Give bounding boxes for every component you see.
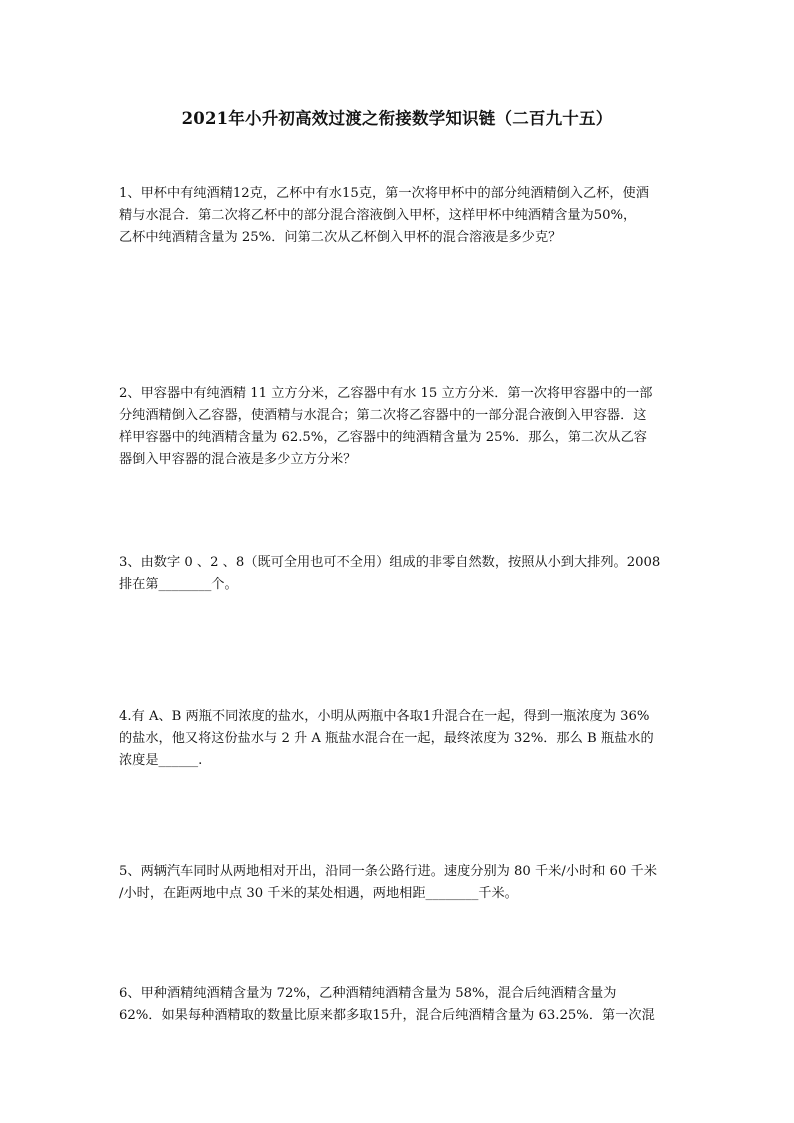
question-4-line-3: 浓度是______. (119, 753, 203, 768)
question-5 (119, 861, 675, 905)
question-2-line-1: 2、甲容器中有纯酒精 11 立方分米，乙容器中有水 15 立方分米．第一次将甲容器中的一部 (119, 386, 653, 401)
question-4-line-1: 4.有 A、B 两瓶不同浓度的盐水，小明从两瓶中各取1升混合在一起，得到一瓶浓度为 36% (119, 709, 650, 724)
question-3-line-2: 排在第________个。 (119, 577, 238, 592)
question-6-line-2: 62%．如果每种酒精取的数量比原来都多取15升，混合后纯酒精含量为 63.25%．第一次混 (119, 1008, 655, 1023)
question-1-line-3: 乙杯中纯酒精含量为 25%．问第二次从乙杯倒入甲杯的混合溶液是多少克？ (119, 230, 562, 245)
document-title: 2021年小升初高效过渡之衔接数学知识链（二百九十五） (181, 109, 613, 128)
question-2-line-2: 分纯酒精倒入乙容器，使酒精与水混合；第二次将乙容器中的一部分混合液倒入甲容器．这 (119, 408, 647, 423)
question-3-line-1: 3、由数字 0 、2 、8（既可全用也可不全用）组成的非零自然数，按照从小到大排列。2008 (119, 555, 661, 570)
question-3 (119, 552, 675, 596)
question-1-line-2: 精与水混合．第二次将乙杯中的部分混合溶液倒入甲杯，这样甲杯中纯酒精含量为50%， (119, 208, 637, 223)
question-4-line-2: 的盐水，他又将这份盐水与 2 升 A 瓶盐水混合在一起，最终浓度为 32%．那么 B 瓶盐水的 (119, 731, 654, 746)
question-4 (119, 706, 675, 772)
question-2-line-4: 器倒入甲容器的混合液是多少立方分米？ (119, 452, 357, 467)
question-2 (119, 383, 675, 471)
question-6 (119, 983, 675, 1027)
question-1-line-1: 1、甲杯中有纯酒精12克，乙杯中有水15克，第一次将甲杯中的部分纯酒精倒入乙杯，使酒 (119, 186, 649, 201)
question-5-line-2: /小时，在距两地中点 30 千米的某处相遇，两地相距________千米。 (119, 886, 518, 901)
question-2-line-3: 样甲容器中的纯酒精含量为 62.5%，乙容器中的纯酒精含量为 25%．那么，第二次从乙容 (119, 430, 647, 445)
question-5-line-1: 5、两辆汽车同时从两地相对开出，沿同一条公路行进。速度分别为 80 千米/小时和 60 千米 (119, 864, 657, 879)
question-1 (119, 183, 675, 249)
question-6-line-1: 6、甲种酒精纯酒精含量为 72%，乙种酒精纯酒精含量为 58%，混合后纯酒精含量为 (119, 986, 617, 1001)
